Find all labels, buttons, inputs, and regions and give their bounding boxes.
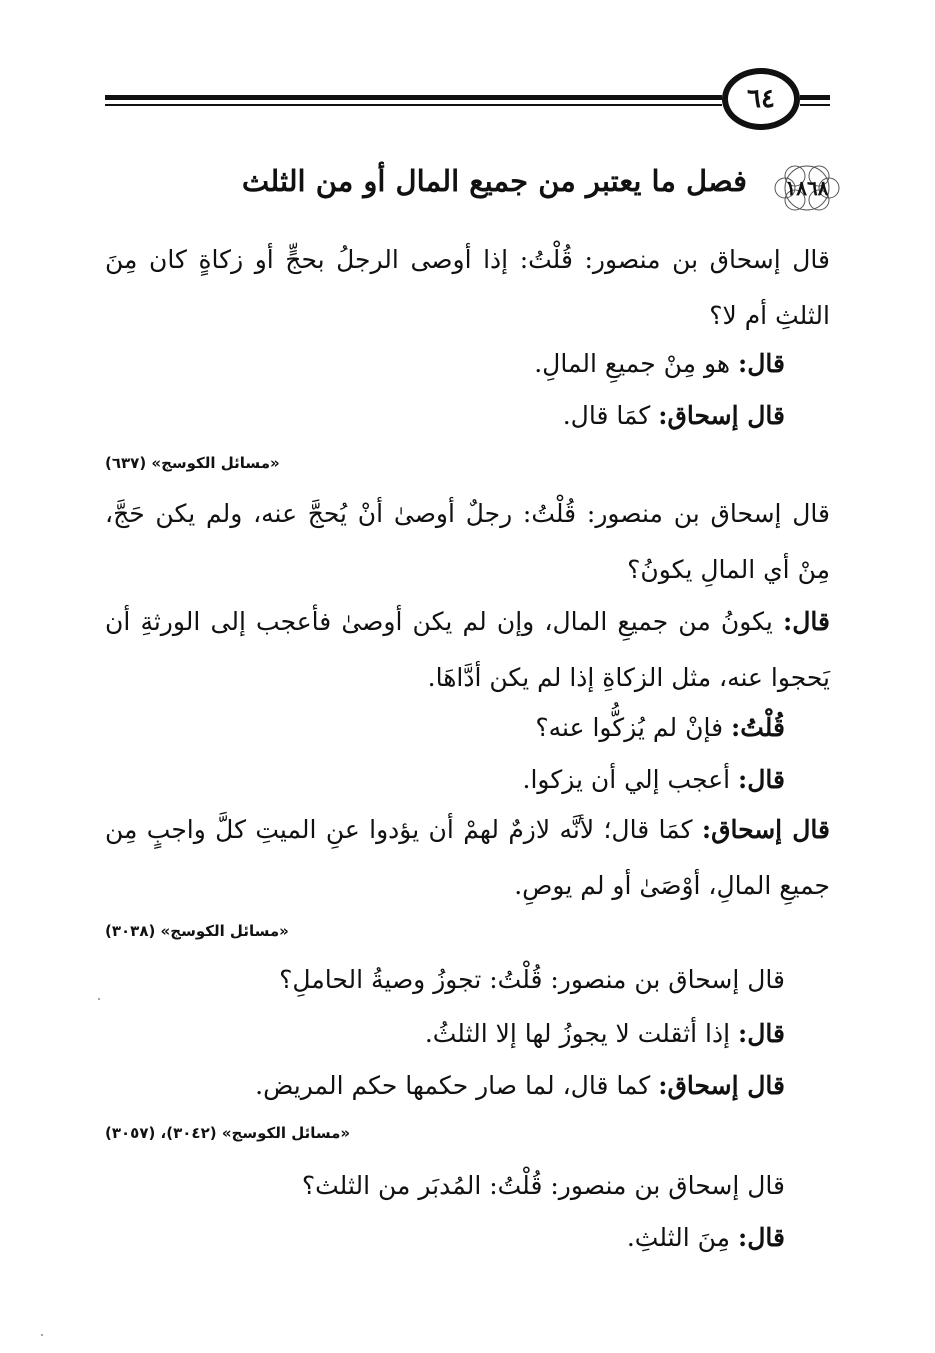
answer-line [105,752,785,808]
question-line [105,952,785,1008]
question-text: قال إسحاق بن منصور: قُلْتُ: إذا أوصى الرجلُ بحجٍّ أو زكاةٍ كان مِنَ الثلثِ أم لا؟ [105,245,830,330]
answer-text: كمَا قال؛ لأنَّه لازمٌ لهمْ أن يؤدوا عنِ الميتِ كلَّ واجبٍ مِن جميعِ المالِ، أوْصَىٰ أو لم يوصِ. [105,815,830,900]
header-rule-thin-right [800,104,830,106]
source-reference: «مسائل الكوسج» (٣٠٤٢)، (٣٠٥٧) [105,1124,351,1142]
question-line [105,1158,785,1214]
page-number: ٦٤ [722,68,800,130]
answer-line [105,700,785,756]
answer-text: فإنْ لم يُزكُّوا عنه؟ [535,713,731,742]
question-text: قال إسحاق بن منصور: قُلْتُ: تجوزُ وصيةُ الحاملِ؟ [279,965,785,994]
speaker-label: قُلْتُ: [730,713,785,742]
header-rule-thick-right [800,95,830,100]
speaker-label: قال: [738,349,785,378]
question-text: قال إسحاق بن منصور: قُلْتُ: رجلٌ أوصىٰ أنْ يُحجَّ عنه، ولم يكن حَجَّ، مِنْ أي المالِ يكونُ؟ [105,499,830,584]
source-reference: «مسائل الكوسج» (٦٣٧) [105,454,280,472]
answer-paragraph [105,802,830,914]
section-heading [105,152,845,222]
answer-line [105,336,785,392]
question-paragraph [105,486,830,598]
answer-text: يكونُ من جميعِ المال، وإن لم يكن أوصىٰ فأعجب إلى الورثةِ أن يَحجوا عنه، مثل الزكاةِ إذا لم يكن أدَّاهَا. [105,607,830,692]
answer-line [105,1058,785,1114]
speaker-label: قال: [738,1019,785,1048]
answer-text: كما قال، لما صار حكمها حكم المريض. [255,1071,659,1100]
answer-line [105,388,785,444]
speaker-label: قال: [738,1223,785,1252]
section-number: ١٨٦٨ [785,176,829,200]
speaker-label: قال: [738,765,785,794]
speaker-label: قال إسحاق: [658,401,785,430]
answer-line [105,1006,785,1062]
speaker-label: قال: [783,607,830,636]
section-title: فصل ما يعتبر من جميع المال أو من الثلث [241,164,747,198]
answer-text: إذا أثقلت لا يجوزُ لها إلا الثلثُ. [424,1019,739,1048]
question-paragraph [105,232,830,344]
answer-text: أعجب إلي أن يزكوا. [522,765,739,794]
header-rule-thin [105,104,722,106]
question-text: قال إسحاق بن منصور: قُلْتُ: المُدبَر من الثلث؟ [301,1171,785,1200]
answer-text: مِنَ الثلثِ. [626,1223,739,1252]
header-rule-thick [105,95,722,100]
scan-speck [98,998,100,1000]
speaker-label: قال إسحاق: [701,815,830,844]
section-number-badge [769,162,845,214]
answer-text: كمَا قال. [562,401,659,430]
speaker-label: قال إسحاق: [658,1071,785,1100]
source-reference: «مسائل الكوسج» (٣٠٣٨) [105,922,289,940]
answer-paragraph [105,594,830,706]
answer-text: هو مِنْ جميعِ المالِ. [534,349,739,378]
scan-speck [41,1334,43,1336]
answer-line [105,1210,785,1266]
